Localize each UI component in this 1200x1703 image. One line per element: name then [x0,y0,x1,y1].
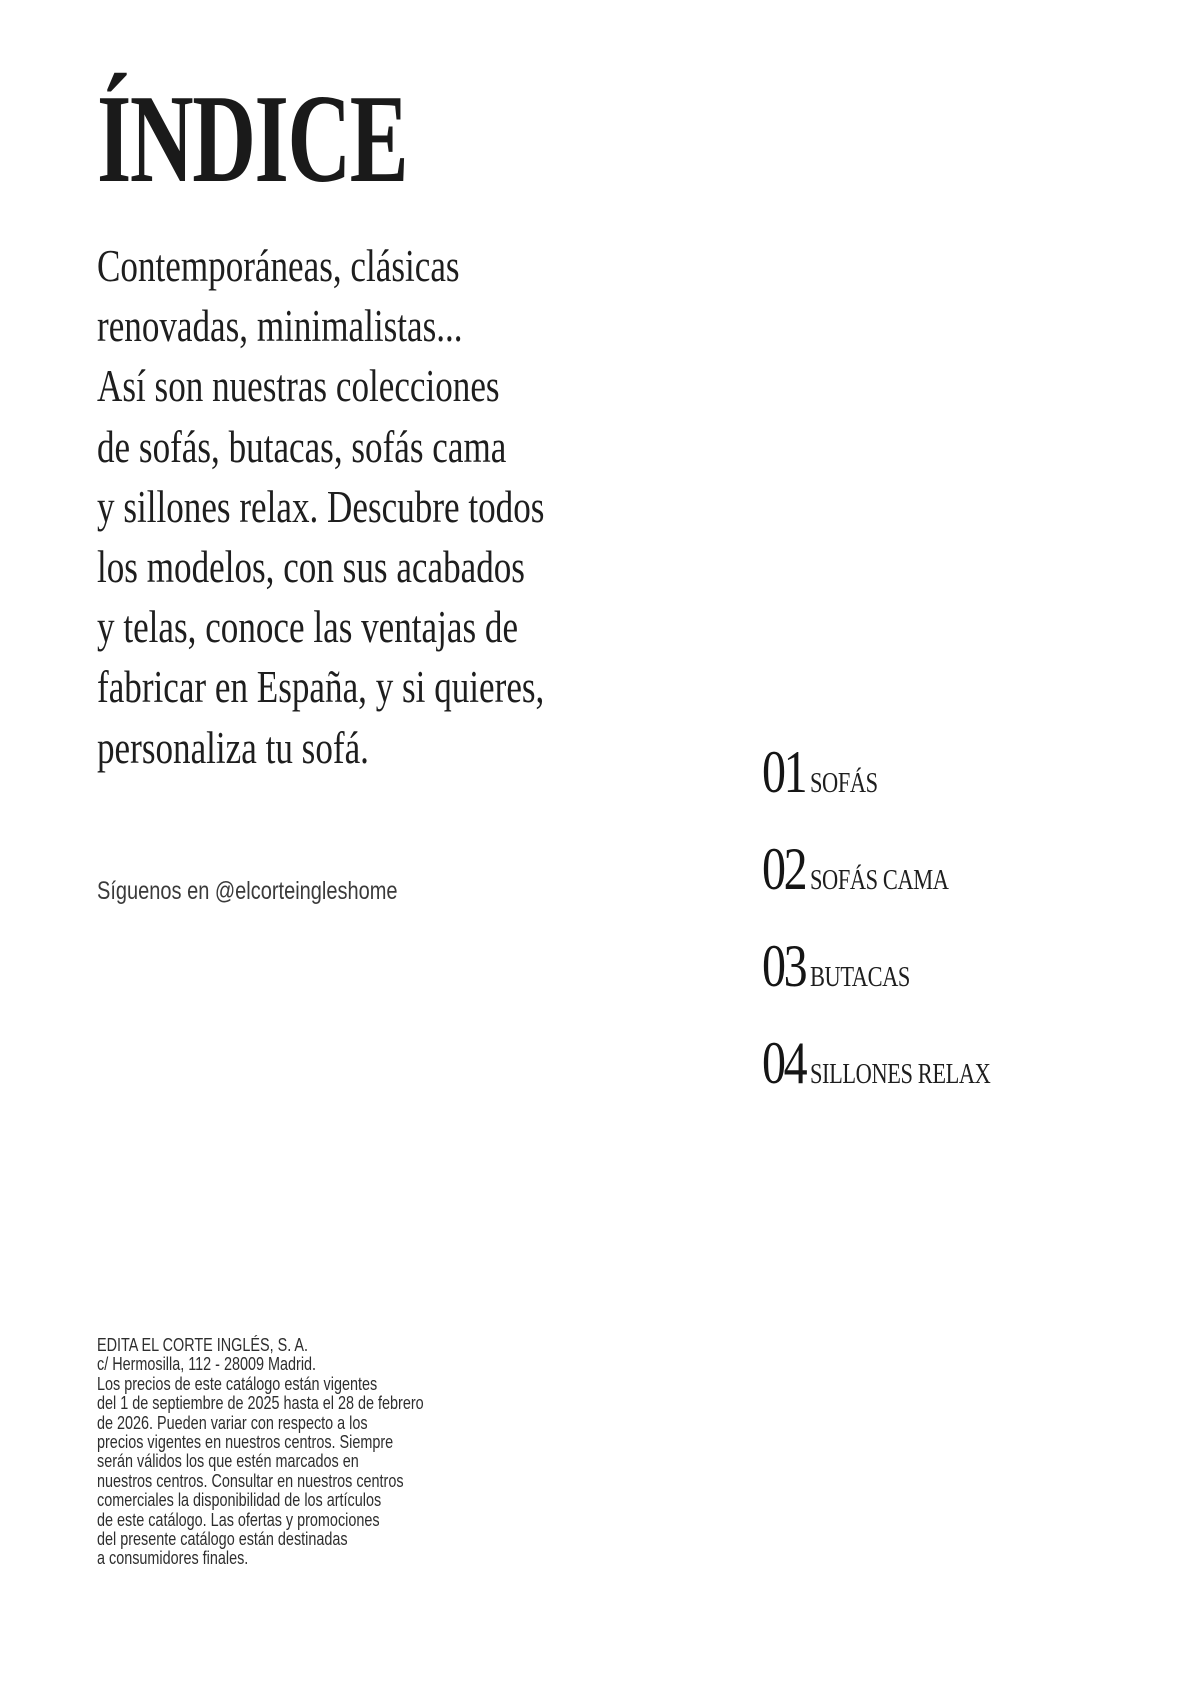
toc-number: 03 [762,933,806,999]
legal-line: a consumidores finales. [97,1548,249,1569]
toc-label: SOFÁS [810,768,878,799]
legal-line: Los precios de este catálogo están vigentes [97,1373,378,1394]
toc-label: BUTACAS [810,962,910,993]
legal-line: comerciales la disponibilidad de los artículos [97,1490,382,1511]
legal-notice [97,1336,513,1569]
table-of-contents [762,739,1048,1130]
toc-item-butacas[interactable] [762,933,990,1033]
toc-item-sofas[interactable] [762,739,990,839]
legal-line: del 1 de septiembre de 2025 hasta el 28 de febrero [97,1393,424,1414]
toc-number: 04 [762,1030,806,1096]
toc-item-sillones-relax[interactable] [762,1030,991,1130]
toc-label: SILLONES RELAX [810,1059,991,1090]
intro-line: personaliza tu sofá. [97,722,369,773]
page-title: ÍNDICE [97,70,408,209]
intro-line: renovadas, minimalistas... [97,301,463,352]
intro-line: de sofás, butacas, sofás cama [97,421,507,472]
intro-line: y sillones relax. Descubre todos [97,481,545,532]
legal-line: del presente catálogo están destinadas [97,1529,348,1550]
legal-line: de 2026. Pueden variar con respecto a los [97,1412,368,1433]
intro-paragraph [97,236,690,778]
social-handle: Síguenos en @elcorteingleshome [97,877,398,905]
legal-line: EDITA EL CORTE INGLÉS, S. A. [97,1335,309,1355]
legal-line: c/ Hermosilla, 112 - 28009 Madrid. [97,1354,317,1375]
legal-line: de este catálogo. Las ofertas y promociones [97,1509,380,1530]
toc-item-sofas-cama[interactable] [762,836,990,936]
toc-number: 01 [762,739,806,805]
intro-line: fabricar en España, y si quieres, [97,662,545,713]
legal-line: serán válidos los que estén marcados en [97,1451,359,1472]
toc-label: SOFÁS CAMA [810,865,949,896]
intro-line: los modelos, con sus acabados [97,542,525,593]
legal-line: precios vigentes en nuestros centros. Siempre [97,1432,394,1453]
intro-line: y telas, conoce las ventajas de [97,602,519,653]
toc-number: 02 [762,836,806,902]
intro-line: Así son nuestras colecciones [97,361,500,412]
legal-line: nuestros centros. Consultar en nuestros centros [97,1470,404,1491]
intro-line: Contemporáneas, clásicas [97,241,460,291]
